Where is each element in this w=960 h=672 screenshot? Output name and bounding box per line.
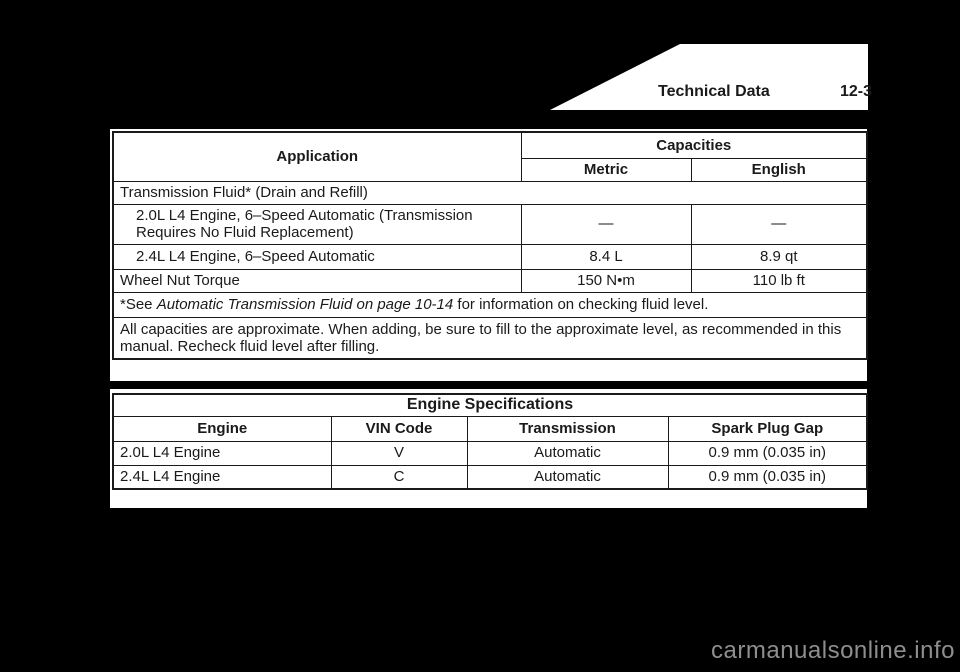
transmission-cell: Automatic: [467, 441, 668, 465]
table-row: [113, 394, 867, 416]
table-row: [113, 269, 867, 292]
footnote-prefix: *See: [120, 295, 157, 313]
footnote-row: [113, 292, 867, 317]
application-cell: 2.4L L4 Engine, 6–Speed Automatic: [113, 244, 521, 269]
vin-code-cell: V: [331, 441, 467, 465]
note-row: All capacities are approximate. When adding, be sure to fill to the approximate level, as recommended in this manual. Recheck fluid level after filling.: [113, 317, 867, 359]
spark-plug-gap-cell: 0.9 mm (0.035 in): [668, 441, 867, 465]
application-cell: Wheel Nut Torque: [113, 269, 521, 292]
table-row: [113, 292, 867, 317]
column-header-engine: Engine: [113, 416, 331, 441]
application-line2: Requires No Fluid Replacement): [136, 224, 354, 241]
column-header-application: Application: [113, 132, 521, 181]
section-title: Technical Data: [658, 83, 770, 100]
capacities-table: [112, 131, 868, 360]
table-row: [113, 132, 867, 158]
engine-specifications-table: [112, 393, 868, 490]
table-row: [113, 441, 867, 465]
column-header-metric: Metric: [521, 158, 691, 181]
table-row: [113, 317, 867, 359]
watermark-text: carmanualsonline.info: [711, 637, 955, 664]
metric-cell: 8.4 L: [521, 244, 691, 269]
english-cell: 110 lb ft: [691, 269, 867, 292]
table-row: [113, 204, 867, 244]
table-row: [113, 181, 867, 204]
vin-code-cell: C: [331, 465, 467, 489]
section-row-transmission-fluid: Transmission Fluid* (Drain and Refill): [113, 181, 867, 204]
heading-scan-strip: [550, 44, 868, 110]
transmission-cell: Automatic: [467, 465, 668, 489]
page-header: [658, 84, 872, 100]
english-cell: —: [691, 204, 867, 244]
application-cell: [113, 204, 521, 244]
metric-cell: —: [521, 204, 691, 244]
page-number: 12-3: [839, 83, 872, 100]
column-header-capacities: Capacities: [521, 132, 867, 158]
column-header-vin-code: VIN Code: [331, 416, 467, 441]
table-row: [113, 416, 867, 441]
footnote-suffix: for information on checking fluid level.: [453, 295, 709, 313]
metric-cell: 150 N•m: [521, 269, 691, 292]
english-cell: 8.9 qt: [691, 244, 867, 269]
table-row: [113, 465, 867, 489]
footnote-reference: Automatic Transmission Fluid on page 10-14: [156, 295, 454, 313]
spark-plug-gap-cell: 0.9 mm (0.035 in): [668, 465, 867, 489]
table-row: [113, 244, 867, 269]
engine-table-title: Engine Specifications: [113, 394, 867, 416]
column-header-english: English: [691, 158, 867, 181]
column-header-transmission: Transmission: [467, 416, 668, 441]
engine-cell: 2.0L L4 Engine: [113, 441, 331, 465]
application-line1: 2.0L L4 Engine, 6–Speed Automatic (Transmission: [136, 206, 473, 224]
engine-cell: 2.4L L4 Engine: [113, 465, 331, 489]
column-header-spark-plug-gap: Spark Plug Gap: [668, 416, 867, 441]
